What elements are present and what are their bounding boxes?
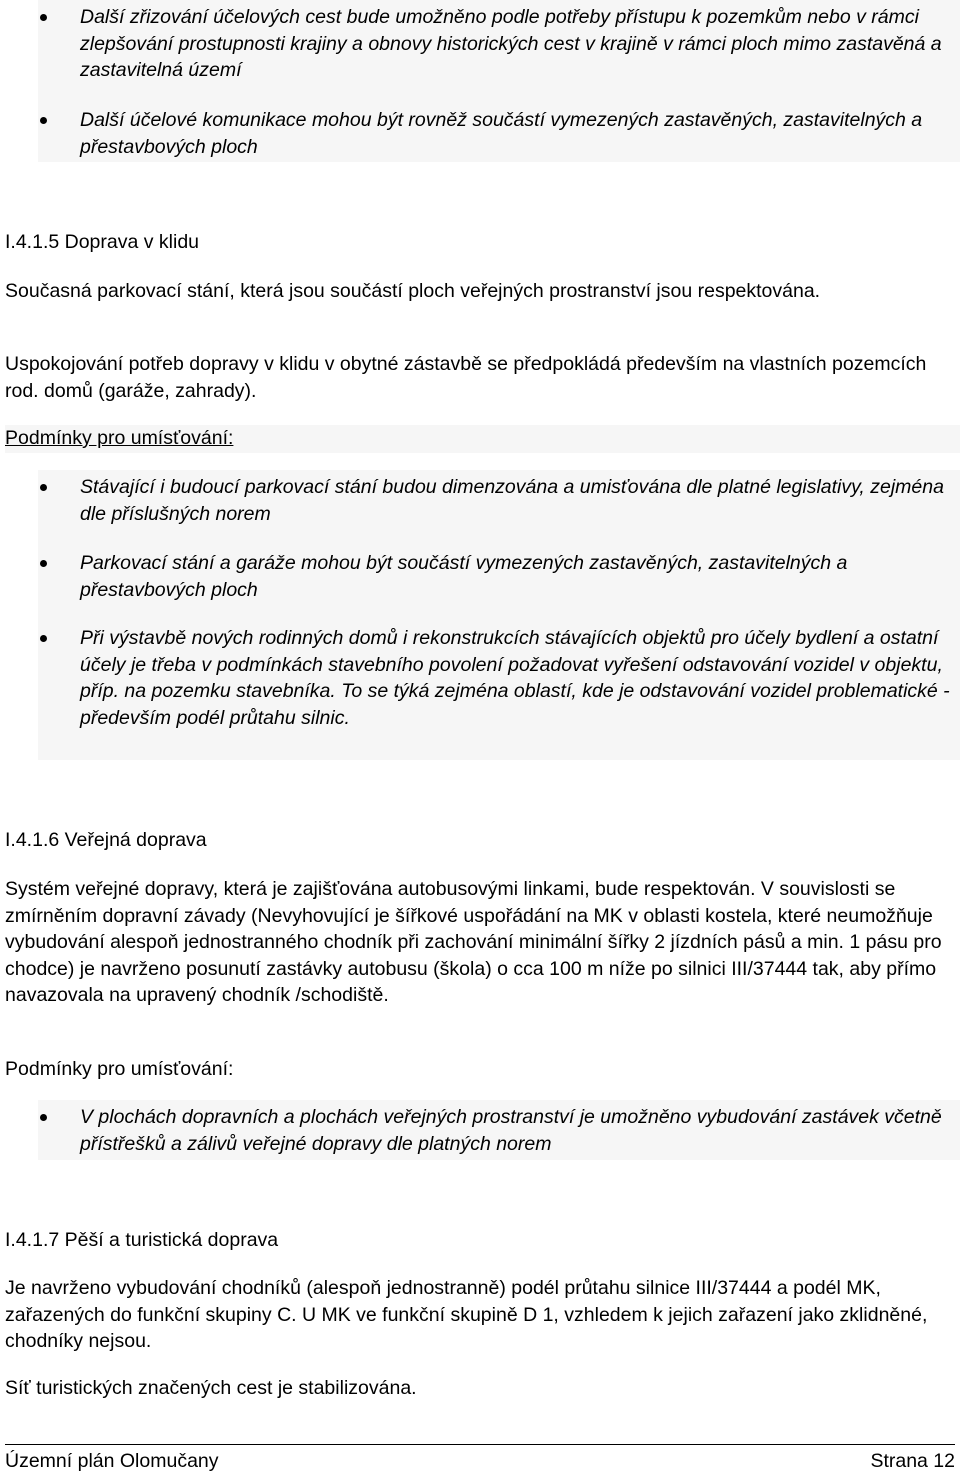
bullet-text: Stávající i budoucí parkovací stání budou dimenzována a umisťována dle platné legislativy, zejména dle příslušných norem [80,476,944,525]
paragraph: Současná parkovací stání, která jsou součástí ploch veřejných prostranství jsou respektována. [5,280,821,302]
paragraph: Uspokojování potřeb dopravy v klidu v obytné zástavbě se předpokládá především na vlastních pozemcích rod. domů (garáže, zahrady). [5,353,927,402]
bullet-icon [40,1114,47,1121]
paragraph: Síť turistických značených cest je stabilizována. [5,1377,417,1399]
paragraph: Je navrženo vybudování chodníků (alespoň jednostranně) podél průtahu silnice III/37444 a podél MK, zařazených do funkční skupiny C. U MK ve funkční skupině D 1, vzhledem k jejich zařazení jako zklidněné, chodníky nejsou. [5,1277,928,1352]
section-heading: I.4.1.7 Pěší a turistická doprava [5,1229,279,1251]
bullet-text: V plochách dopravních a plochách veřejných prostranství je umožněno vybudování zastávek včetně přístřešků a zálivů veřejné dopravy dle platných norem [80,1106,942,1155]
bullet-icon [40,560,47,567]
section-heading: I.4.1.6 Veřejná doprava [5,829,207,851]
page-number: Strana 12 [870,1450,955,1472]
bullet-icon [40,14,47,21]
bullet-text: Další účelové komunikace mohou být rovněž součástí vymezených zastavěných, zastavitelných a přestavbových ploch [80,109,923,158]
footer-title: Územní plán Olomučany [5,1450,219,1472]
footer-divider [5,1444,955,1445]
section-heading: I.4.1.5 Doprava v klidu [5,231,200,253]
conditions-label: Podmínky pro umísťování: [5,1058,234,1080]
bullet-icon [40,117,47,124]
bullet-text: Parkovací stání a garáže mohou být součástí vymezených zastavěných, zastavitelných a přestavbových ploch [80,552,848,601]
bullet-icon [40,635,47,642]
bullet-text: Další zřizování účelových cest bude umožněno podle potřeby přístupu k pozemkům nebo v rámci zlepšování prostupnosti krajiny a obnovy historických cest v krajině v rámci ploch mimo zastavěná a zastavitelná území [80,6,942,81]
paragraph: Systém veřejné dopravy, která je zajišťována autobusovými linkami, bude respektován. V souvislosti se zmírněním dopravní závady (Nevyhovující je šířkové uspořádání na MK v oblasti kostela, které neumožňuje vybudování alespoň jednostranného chodník při zachování minimální šířky 2 jízdních pásů a min. 1 pásu pro chodce) je navrženo posunutí zastávky autobusu (škola) o cca 100 m níže po silnici III/37444 tak, aby přímo navazovala na upravený chodník /schodiště. [5,878,942,1006]
bullet-text: Při výstavbě nových rodinných domů i rekonstrukcích stávajících objektů pro účely bydlení a ostatní účely je třeba v podmínkách stavebního povolení požadovat vyřešení odstavování vozidel v objektu, příp. na pozemku stavebníka. To se týká zejména oblastí, kde je odstavování vozidel problematické - především podél průtahu silnic. [80,627,950,729]
bullet-icon [40,484,47,491]
conditions-label: Podmínky pro umísťování: [5,427,234,449]
conditions-label-block [5,425,960,453]
